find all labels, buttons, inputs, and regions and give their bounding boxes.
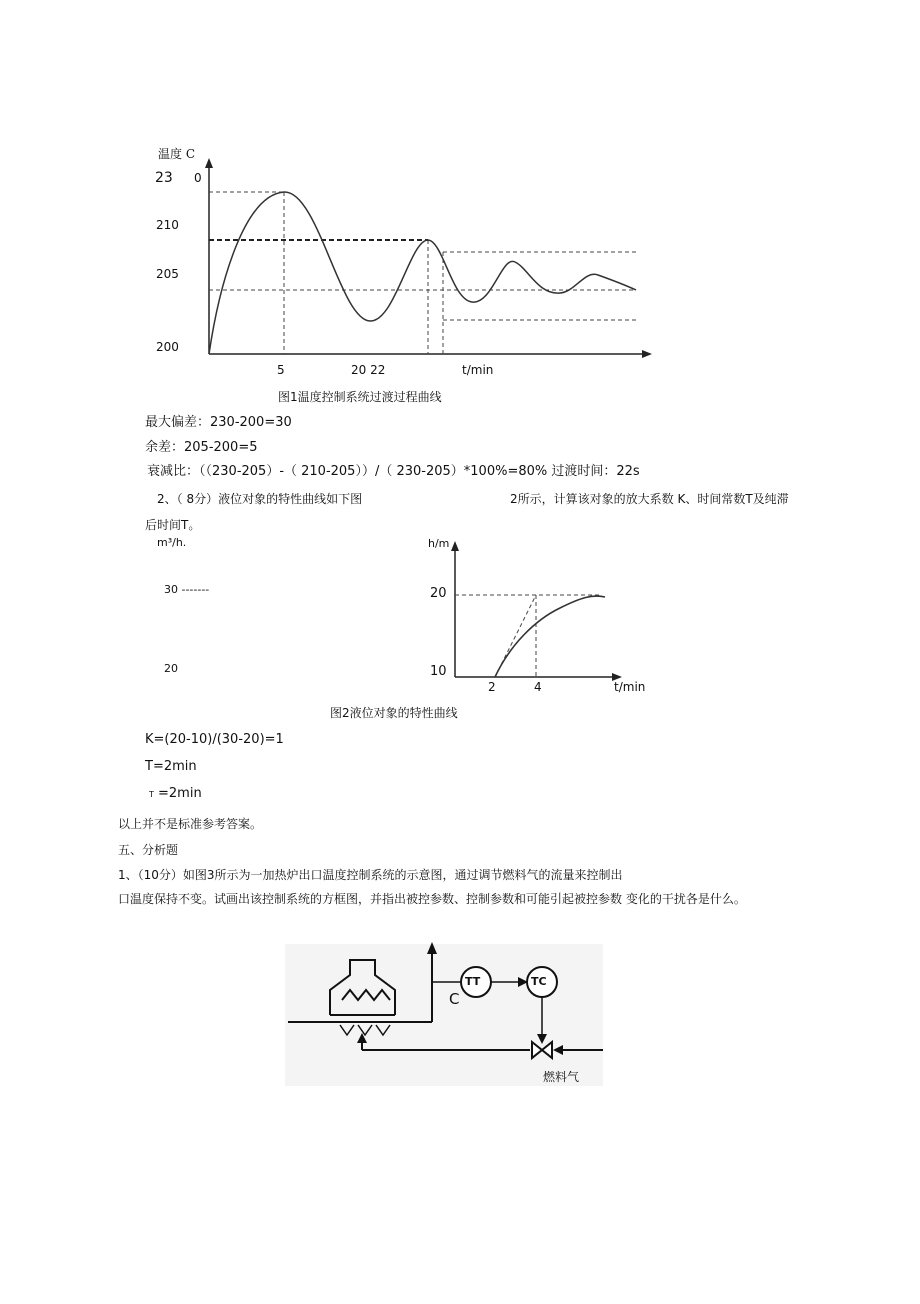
question2-line1-left: 2、（ 8分）液位对象的特性曲线如下图 [157, 492, 363, 506]
fig2-left-tick-20: 20 [164, 662, 178, 675]
fig2-left-tick-30: 30 ------- [164, 583, 210, 596]
fig1-x-tick-5: 5 [277, 363, 285, 377]
fig2-right-tick-10: 10 [430, 664, 447, 679]
tt-label: TT [465, 975, 481, 988]
fig1-caption: 图1温度控制系统过渡过程曲线 [278, 390, 442, 404]
fig1-y-tick-205: 205 [156, 267, 179, 281]
section5-q1-line1: 1、（10分）如图3所示为一加热炉出口温度控制系统的示意图，通过调节燃料气的流量来控制出 [118, 868, 623, 882]
fig1-y-axis-title: 温度 C [158, 147, 195, 161]
answer-decay-ratio: 衰减比：（（230-205）-（ 210-205））/（ 230-205）*100%=80% 过渡时间：22s [147, 464, 640, 479]
c-label: C [449, 990, 460, 1008]
section5-heading: 五、分析题 [118, 843, 179, 857]
answer-k: K=(20-10)/(30-20)=1 [145, 732, 284, 747]
fig1-y-tick-210: 210 [156, 218, 179, 232]
question2-line2: 后时间T。 [145, 518, 201, 532]
tc-label: TC [531, 975, 547, 988]
fig1-y-tick-23: 23 [155, 170, 173, 186]
tau-value: =2min [153, 786, 202, 801]
answer-max-deviation: 最大偏差：230-200=30 [145, 415, 292, 430]
answer-t: T=2min [145, 759, 197, 774]
answer-note: 以上并不是标准参考答案。 [118, 817, 263, 831]
fig2-caption: 图2液位对象的特性曲线 [330, 706, 458, 720]
fig2-x-tick-2: 2 [488, 680, 496, 694]
fig1-y-tick-200: 200 [156, 340, 179, 354]
question2-line1-right: 2所示，计算该对象的放大系数 K、时间常数T及纯滞 [510, 492, 789, 506]
fig2-right-tick-20: 20 [430, 586, 447, 601]
fuel-gas-label: 燃料气 [543, 1070, 580, 1084]
fig2-right-y-label: h/m [428, 537, 450, 550]
fig2-left-y-label: m³/h. [157, 536, 187, 549]
tau-symbol: T [149, 790, 154, 799]
answer-residual: 余差：205-200=5 [145, 440, 258, 455]
fig1-x-axis-label: t/min [462, 363, 494, 377]
fig2-x-tick-4: 4 [534, 680, 542, 694]
fig1-x-tick-20-22: 20 22 [351, 363, 386, 377]
fig1-y-tick-0: 0 [194, 171, 202, 185]
section5-q1-line2: 口温度保持不变。试画出该控制系统的方框图，并指出被控参数、控制参数和可能引起被控参数 变化的干扰各是什么。 [118, 892, 746, 906]
fig2-x-axis-label: t/min [614, 680, 646, 694]
